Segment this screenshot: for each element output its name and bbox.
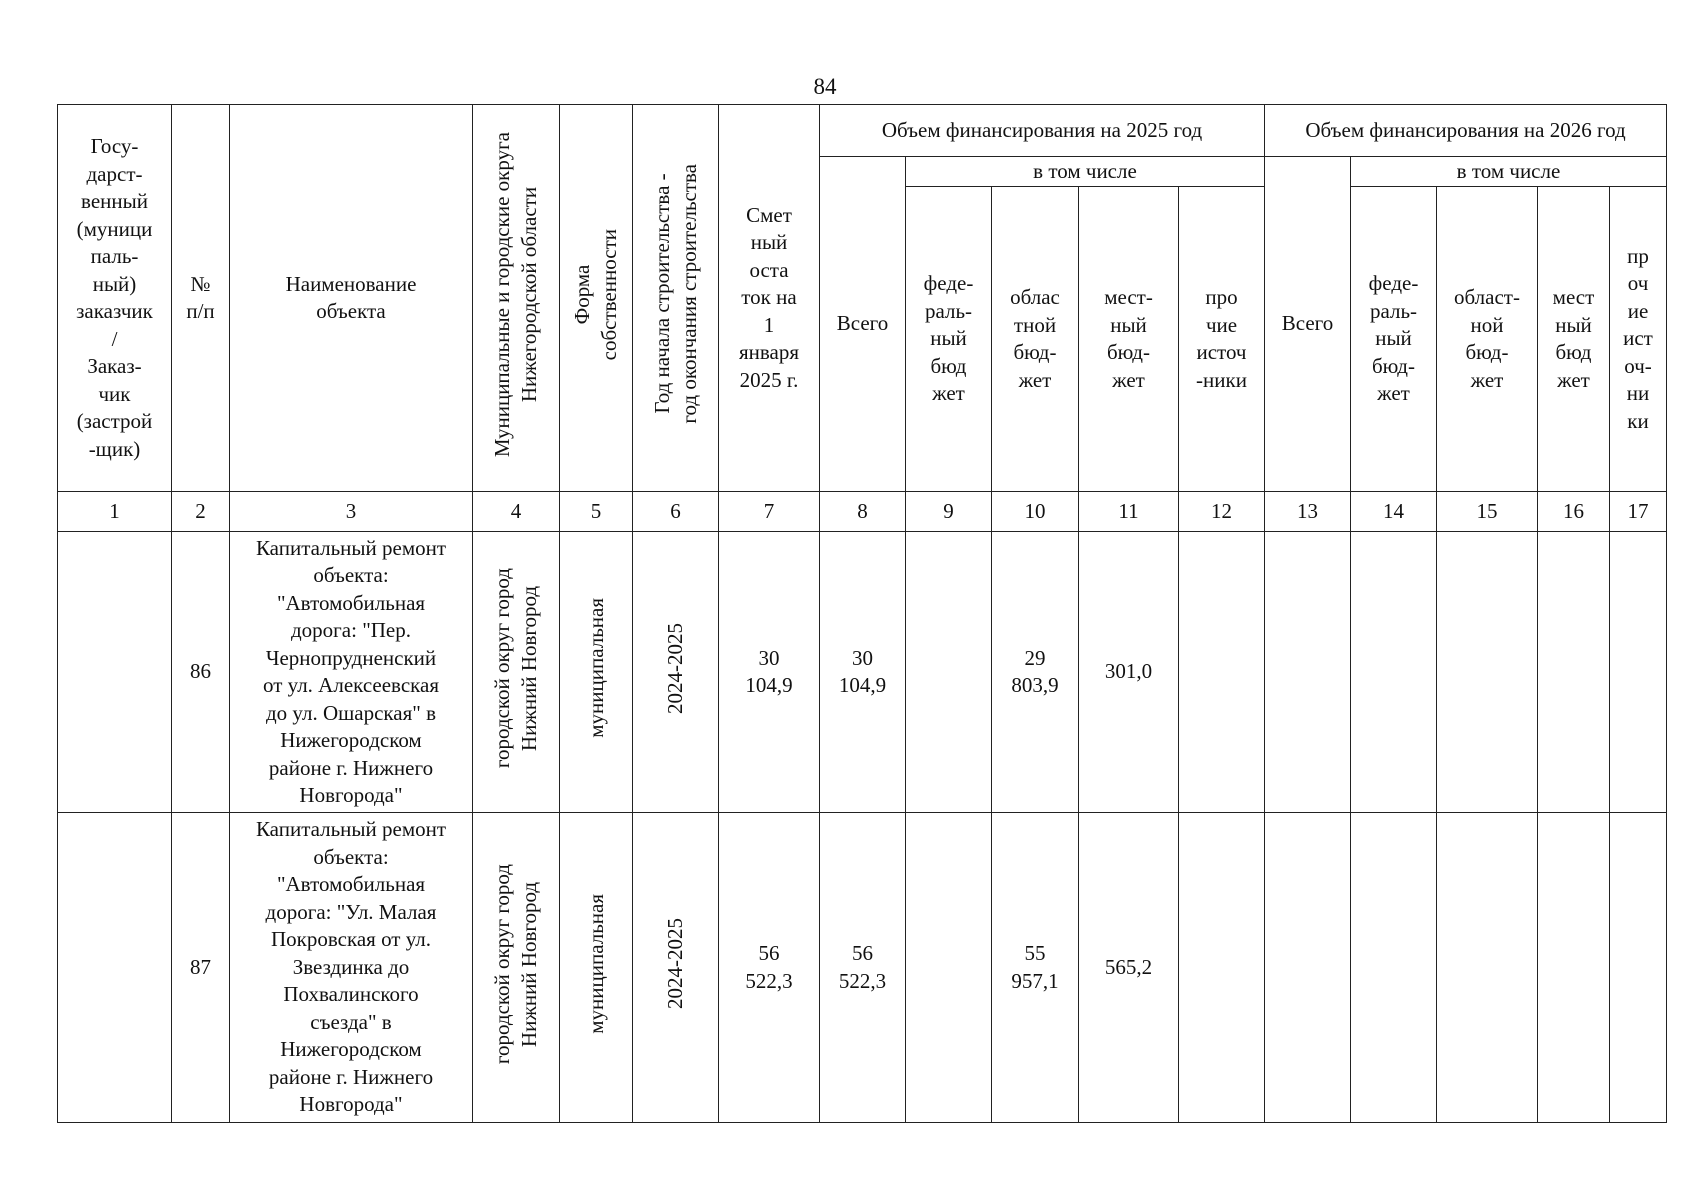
- federal-2025-cell: [906, 813, 992, 1123]
- total-2026-cell: [1265, 813, 1351, 1123]
- header-estimate: Смет ный оста ток на 1 января 2025 г.: [719, 105, 820, 492]
- customer-cell: [58, 532, 172, 813]
- object-name: Капитальный ремонт объекта: "Автомобильная дорога: "Ул. Малая Покровская от ул. Звездинка до Похвалинского съезда" в Нижегородском районе г. Нижнего Новгорода": [230, 813, 473, 1123]
- local-2026-cell: [1538, 532, 1610, 813]
- column-number: 1: [58, 492, 172, 532]
- header-federal-2025: феде- раль- ный бюд жет: [906, 187, 992, 492]
- column-number: 2: [172, 492, 230, 532]
- table-row: [58, 813, 1667, 1123]
- regional-2025-cell: 55 957,1: [992, 813, 1079, 1123]
- estimate-cell: 56 522,3: [719, 813, 820, 1123]
- page-number: 84: [813, 74, 837, 99]
- header-regional-2026: област- ной бюд- жет: [1437, 187, 1538, 492]
- header-object-name: Наименование объекта: [230, 105, 473, 492]
- federal-2025-cell: [906, 532, 992, 813]
- other-2026-cell: [1610, 532, 1667, 813]
- ownership-cell: муниципальная: [560, 532, 633, 813]
- header-local-2025: мест- ный бюд- жет: [1079, 187, 1179, 492]
- local-2026-cell: [1538, 813, 1610, 1123]
- header-total-2025: Всего: [820, 157, 906, 492]
- total-2025-cell: 56 522,3: [820, 813, 906, 1123]
- header-years: Год начала строительства - год окончания строительства: [633, 105, 719, 492]
- column-number: 7: [719, 492, 820, 532]
- column-number: 6: [633, 492, 719, 532]
- row-number: 87: [172, 813, 230, 1123]
- header-funding-2025: Объем финансирования на 2025 год: [820, 105, 1265, 157]
- other-2026-cell: [1610, 813, 1667, 1123]
- regional-2026-cell: [1437, 813, 1538, 1123]
- header-local-2026: мест ный бюд жет: [1538, 187, 1610, 492]
- investment-table: [57, 104, 1667, 1123]
- column-number: 5: [560, 492, 633, 532]
- federal-2026-cell: [1351, 532, 1437, 813]
- column-number: 17: [1610, 492, 1667, 532]
- column-number: 14: [1351, 492, 1437, 532]
- other-2025-cell: [1179, 813, 1265, 1123]
- district-cell: городской округ город Нижний Новгород: [473, 813, 560, 1123]
- column-numbers-row: [58, 492, 1667, 532]
- header-including-2025: в том числе: [906, 157, 1265, 187]
- column-number: 12: [1179, 492, 1265, 532]
- header-total-2026: Всего: [1265, 157, 1351, 492]
- estimate-cell: 30 104,9: [719, 532, 820, 813]
- header-ownership: Форма собственности: [560, 105, 633, 492]
- column-number: 16: [1538, 492, 1610, 532]
- federal-2026-cell: [1351, 813, 1437, 1123]
- column-number: 4: [473, 492, 560, 532]
- column-number: 3: [230, 492, 473, 532]
- years-cell: 2024-2025: [633, 813, 719, 1123]
- column-number: 13: [1265, 492, 1351, 532]
- regional-2026-cell: [1437, 532, 1538, 813]
- customer-cell: [58, 813, 172, 1123]
- years-cell: 2024-2025: [633, 532, 719, 813]
- header-federal-2026: феде- раль- ный бюд- жет: [1351, 187, 1437, 492]
- object-name: Капитальный ремонт объекта: "Автомобильная дорога: "Пер. Чернопрудненский от ул. Алексеевская до ул. Ошарская" в Нижегородском районе г. Нижнего Новгорода": [230, 532, 473, 813]
- header-districts: Муниципальные и городские округа Нижегородской области: [473, 105, 560, 492]
- row-number: 86: [172, 532, 230, 813]
- ownership-cell: муниципальная: [560, 813, 633, 1123]
- column-number: 9: [906, 492, 992, 532]
- table-row: [58, 532, 1667, 813]
- district-cell: городской округ город Нижний Новгород: [473, 532, 560, 813]
- local-2025-cell: 301,0: [1079, 532, 1179, 813]
- header-funding-2026: Объем финансирования на 2026 год: [1265, 105, 1667, 157]
- other-2025-cell: [1179, 532, 1265, 813]
- total-2026-cell: [1265, 532, 1351, 813]
- header-row-1: [58, 105, 1667, 157]
- header-regional-2025: облас тной бюд- жет: [992, 187, 1079, 492]
- column-number: 10: [992, 492, 1079, 532]
- regional-2025-cell: 29 803,9: [992, 532, 1079, 813]
- local-2025-cell: 565,2: [1079, 813, 1179, 1123]
- column-number: 11: [1079, 492, 1179, 532]
- column-number: 15: [1437, 492, 1538, 532]
- header-number: № п/п: [172, 105, 230, 492]
- header-other-2026: пр оч ие ист оч- ни ки: [1610, 187, 1667, 492]
- total-2025-cell: 30 104,9: [820, 532, 906, 813]
- column-number: 8: [820, 492, 906, 532]
- header-customer: Госу- дарст- венный (муници паль- ный) заказчик / Заказ- чик (застрой -щик): [58, 105, 172, 492]
- header-including-2026: в том числе: [1351, 157, 1667, 187]
- header-other-2025: про чие источ -ники: [1179, 187, 1265, 492]
